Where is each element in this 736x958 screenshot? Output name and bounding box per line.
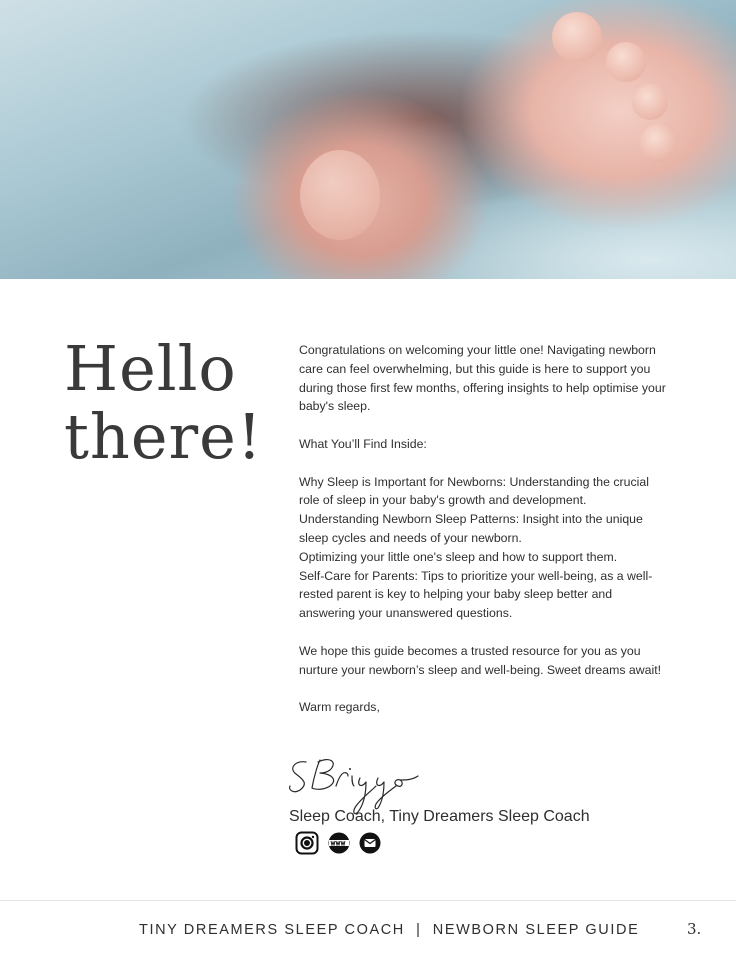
page-title <box>64 332 284 473</box>
title-line-2: there! <box>64 400 263 473</box>
email-icon[interactable] <box>358 831 382 855</box>
contents-heading: What You’ll Find Inside: <box>299 436 427 451</box>
handwritten-signature <box>286 742 486 818</box>
list-item: Understanding Newborn Sleep Patterns: Insight into the unique sleep cycles and needs of your newborn. <box>299 512 643 545</box>
instagram-icon[interactable] <box>295 831 319 855</box>
page-number: 3. <box>687 920 702 938</box>
hero-photo <box>0 0 736 279</box>
signature-title: Sleep Coach, Tiny Dreamers Sleep Coach <box>289 808 590 825</box>
closing-paragraph: We hope this guide becomes a trusted resource for you as you nurture your newborn’s sleep and well-being. Sweet dreams await! <box>299 643 662 677</box>
welcome-letter <box>299 341 671 736</box>
list-item: Self-Care for Parents: Tips to prioritize your well-being, as a well-rested parent is key to helping your baby sleep better and answering your unanswered questions. <box>299 568 653 621</box>
title-line-1: Hello <box>64 332 237 405</box>
sign-off: Warm regards, <box>299 700 380 715</box>
footer-divider <box>0 900 736 901</box>
intro-paragraph: Congratulations on welcoming your little one! Navigating newborn care can feel overwhelming, but this guide is here to support you during those first few months, offering insights to help optimise your baby's sleep. <box>299 343 666 414</box>
contents-list <box>299 473 671 623</box>
footer-title: TINY DREAMERS SLEEP COACH | NEWBORN SLEEP GUIDE <box>139 922 640 938</box>
list-item: Optimizing your little one's sleep and how to support them. <box>299 549 618 564</box>
list-item: Why Sleep is Important for Newborns: Understanding the crucial role of sleep in your baby's growth and development. <box>299 474 649 508</box>
website-icon[interactable] <box>327 831 351 855</box>
